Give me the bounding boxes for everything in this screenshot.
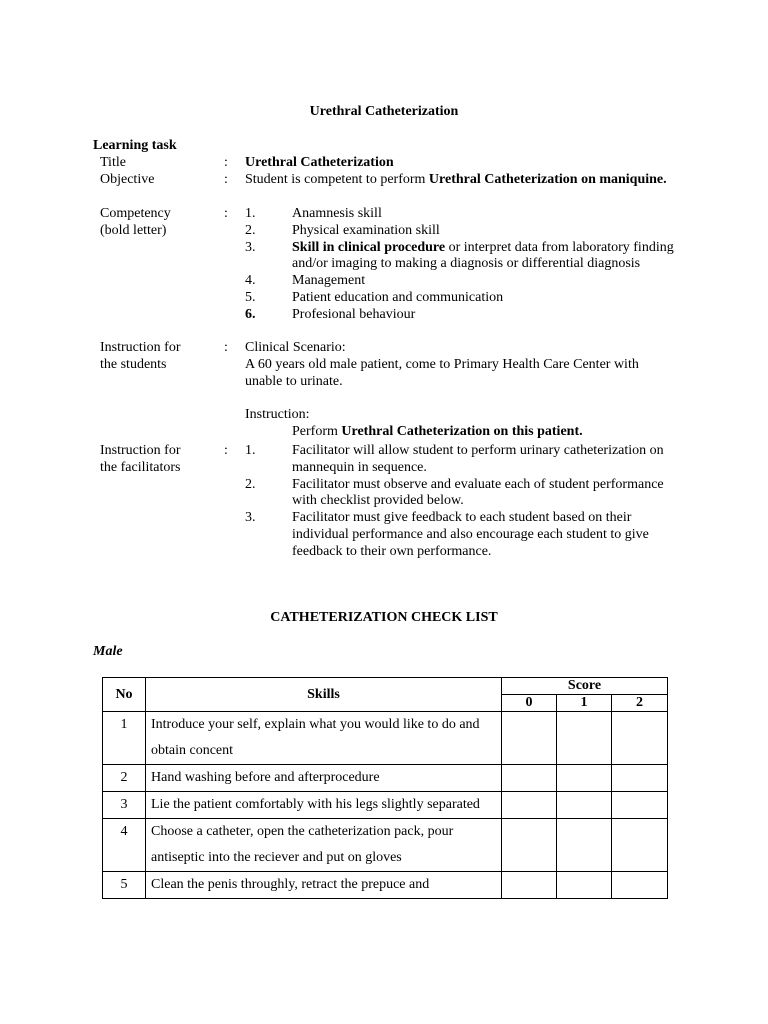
- competency-item-text: or interpret data from laboratory finding and/or imaging to making a diagnosis or differential diagnosis: [292, 239, 674, 272]
- facilitators-list: [245, 443, 675, 561]
- score-cell-0[interactable]: [502, 712, 557, 765]
- competency-list-wrap: [245, 206, 675, 324]
- students-label-line2: the students: [100, 356, 167, 372]
- table-row: [103, 765, 668, 792]
- row-skill: Clean the penis throughly, retract the prepuce and: [146, 872, 502, 899]
- facilitators-label: [100, 443, 220, 477]
- score-cell-1[interactable]: [557, 819, 612, 872]
- facilitators-list-wrap: [245, 443, 675, 561]
- facilitators-colon: :: [224, 443, 228, 458]
- competency-label-line1: Competency: [100, 206, 171, 221]
- competency-item-number: 4.: [245, 273, 256, 289]
- table-row: [103, 712, 668, 765]
- table-row: [103, 819, 668, 872]
- score-cell-2[interactable]: [612, 792, 668, 819]
- students-label: [100, 340, 220, 374]
- header-score-0: 0: [502, 695, 557, 712]
- score-cell-1[interactable]: [557, 765, 612, 792]
- instruction-heading: Instruction:: [245, 407, 310, 423]
- facilitator-item: [245, 443, 675, 477]
- title-value: Urethral Catheterization: [245, 155, 394, 170]
- score-cell-1[interactable]: [557, 872, 612, 899]
- students-label-line1: Instruction for: [100, 340, 181, 355]
- table-row: [103, 872, 668, 899]
- score-cell-2[interactable]: [612, 765, 668, 792]
- score-cell-0[interactable]: [502, 872, 557, 899]
- header-score-2: 2: [612, 695, 668, 712]
- row-number: 1: [103, 712, 146, 765]
- facilitator-item-number: 1.: [245, 443, 256, 458]
- score-cell-2[interactable]: [612, 872, 668, 899]
- facilitator-item-number: 3.: [245, 510, 256, 526]
- competency-colon: :: [224, 206, 228, 221]
- objective-text: Student is competent to perform: [245, 172, 429, 187]
- instruction-text: [245, 424, 675, 441]
- competency-item-text: Patient education and communication: [292, 289, 504, 305]
- facilitator-item: [245, 510, 675, 560]
- checklist-title: CATHETERIZATION CHECK LIST: [270, 610, 498, 625]
- score-cell-1[interactable]: [557, 712, 612, 765]
- objective-label: Objective: [100, 172, 155, 187]
- score-cell-2[interactable]: [612, 712, 668, 765]
- facilitator-item: [245, 477, 675, 511]
- header-no: No: [103, 678, 146, 712]
- row-number: 2: [103, 765, 146, 792]
- facilitators-label-line2: the facilitators: [100, 459, 181, 475]
- row-number: 4: [103, 819, 146, 872]
- competency-item-number: 3.: [245, 239, 256, 255]
- row-skill: Introduce your self, explain what you would like to do and obtain concent: [146, 712, 502, 765]
- objective-value: [245, 172, 675, 189]
- students-colon: :: [224, 340, 228, 355]
- competency-item-bold: Skill in clinical procedure: [292, 239, 446, 255]
- competency-item: [245, 240, 675, 274]
- score-cell-0[interactable]: [502, 765, 557, 792]
- objective-bold-text: Urethral Catheterization on maniquine.: [428, 172, 667, 187]
- facilitator-item-text: Facilitator will allow student to perform urinary catheterization on mannequin in sequence.: [292, 443, 664, 475]
- competency-item-number: 5.: [245, 289, 256, 305]
- competency-item-text: Management: [292, 273, 366, 289]
- competency-item-text: Profesional behaviour: [292, 306, 416, 322]
- section-label-male: Male: [93, 644, 123, 659]
- spacer: [245, 390, 675, 407]
- instruction-text-bold: Urethral Catheterization on this patient.: [341, 423, 583, 439]
- scenario-heading: Clinical Scenario:: [245, 340, 346, 355]
- score-cell-2[interactable]: [612, 819, 668, 872]
- document-title: Urethral Catheterization: [309, 104, 459, 119]
- row-number: 5: [103, 872, 146, 899]
- competency-item-number: 6.: [245, 306, 256, 322]
- competency-item-number: 1.: [245, 206, 256, 221]
- row-skill: Hand washing before and afterprocedure: [146, 765, 502, 792]
- table-header-row: [103, 678, 668, 695]
- competency-item-text: Physical examination skill: [292, 222, 440, 238]
- competency-item: [245, 290, 675, 307]
- facilitator-item-text: Facilitator must observe and evaluate each of student performance with checklist provided below.: [292, 476, 664, 509]
- row-number: 3: [103, 792, 146, 819]
- objective-colon: :: [224, 172, 228, 187]
- row-skill: Choose a catheter, open the catheterization pack, pour antiseptic into the reciever and put on gloves: [146, 819, 502, 872]
- competency-item: [245, 223, 675, 240]
- title-colon: :: [224, 155, 228, 170]
- competency-item-text: Anamnesis skill: [292, 206, 382, 221]
- score-cell-0[interactable]: [502, 792, 557, 819]
- competency-item: [245, 273, 675, 290]
- students-content: [245, 340, 675, 441]
- competency-item: [245, 206, 675, 223]
- facilitator-item-number: 2.: [245, 476, 256, 492]
- competency-list: [245, 206, 675, 324]
- checklist-table: [102, 677, 668, 899]
- score-cell-0[interactable]: [502, 819, 557, 872]
- header-score: Score: [502, 678, 668, 695]
- table-row: [103, 792, 668, 819]
- header-skills: Skills: [146, 678, 502, 712]
- score-cell-1[interactable]: [557, 792, 612, 819]
- competency-item: [245, 307, 675, 324]
- learning-task-heading: Learning task: [93, 138, 177, 153]
- competency-label: [100, 206, 220, 240]
- scenario-text: A 60 years old male patient, come to Primary Health Care Center with unable to urinate.: [245, 356, 639, 389]
- competency-item-number: 2.: [245, 222, 256, 238]
- facilitator-item-text: Facilitator must give feedback to each student based on their individual performance and also encourage each student to give feedback to their own performance.: [292, 510, 649, 559]
- header-score-1: 1: [557, 695, 612, 712]
- title-label: Title: [100, 155, 126, 170]
- competency-label-line2: (bold letter): [100, 222, 167, 238]
- instruction-text-a: Perform: [292, 423, 342, 439]
- row-skill: Lie the patient comfortably with his legs slightly separated: [146, 792, 502, 819]
- facilitators-label-line1: Instruction for: [100, 443, 181, 458]
